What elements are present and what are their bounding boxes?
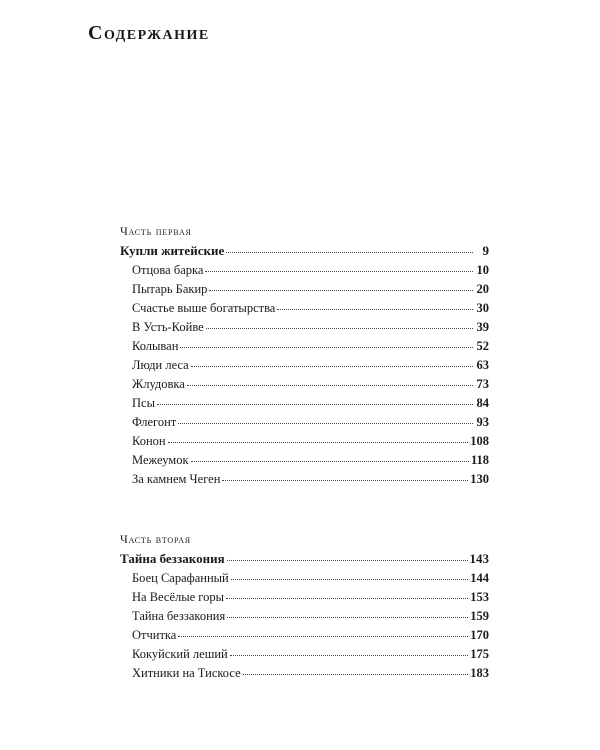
toc-entry-title: Кокуйский леший	[132, 647, 228, 661]
toc-entry-title: За камнем Чеген	[132, 472, 221, 486]
leader-dots	[222, 480, 468, 481]
leader-dots	[178, 423, 473, 424]
toc-part-1	[120, 223, 489, 489]
part-label: Часть первая	[120, 224, 192, 238]
toc-page-number: 143	[469, 551, 489, 566]
toc-entry[interactable]	[120, 626, 489, 645]
toc-page-number: 159	[470, 609, 489, 623]
toc-entry-title: Отцова барка	[132, 263, 204, 277]
toc-page-number: 52	[476, 339, 489, 353]
toc-entry-title: На Весёлые горы	[132, 590, 225, 604]
leader-dots	[178, 636, 468, 637]
leader-dots	[226, 252, 473, 253]
leader-dots	[226, 598, 468, 599]
toc-page-number: 144	[470, 571, 489, 585]
toc-entry[interactable]	[120, 261, 489, 280]
leader-dots	[180, 347, 473, 348]
toc-entry[interactable]	[120, 413, 489, 432]
toc-entry[interactable]	[120, 394, 489, 413]
toc-page-number: 9	[482, 243, 489, 258]
toc-entry[interactable]	[120, 375, 489, 394]
toc-entry[interactable]	[120, 664, 489, 683]
toc-entry-title: Тайна беззакония	[132, 609, 226, 623]
leader-dots	[168, 442, 469, 443]
toc-entry-title: Колыван	[132, 339, 179, 353]
toc-entry[interactable]	[120, 588, 489, 607]
toc-entry[interactable]	[120, 318, 489, 337]
toc-entry-title: Отчитка	[132, 628, 177, 642]
leader-dots	[227, 560, 468, 561]
toc-page-number: 153	[470, 590, 489, 604]
toc-page-number: 93	[476, 415, 489, 429]
leader-dots	[187, 385, 473, 386]
leader-dots	[205, 271, 473, 272]
leader-dots	[209, 290, 473, 291]
toc-part-title: Тайна беззакония	[120, 551, 225, 566]
toc-page-number: 30	[476, 301, 489, 315]
toc-page-number: 63	[476, 358, 489, 372]
toc-entry-title: Флегонт	[132, 415, 177, 429]
leader-dots	[231, 579, 469, 580]
leader-dots	[227, 617, 468, 618]
toc-entry-title: Счастье выше богатырства	[132, 301, 276, 315]
toc-page-number: 170	[470, 628, 489, 642]
toc-entry[interactable]	[120, 645, 489, 664]
leader-dots	[191, 461, 469, 462]
toc-part-2	[120, 531, 489, 683]
leader-dots	[230, 655, 469, 656]
toc-entry-title: Жлудовка	[132, 377, 185, 391]
leader-dots	[243, 674, 469, 675]
toc-entry-title: Пытарь Бакир	[132, 282, 208, 296]
toc-entry-title: Люди леса	[132, 358, 189, 372]
toc-entry[interactable]	[120, 451, 489, 470]
part-label: Часть вторая	[120, 532, 191, 546]
toc-page-number: 183	[470, 666, 489, 680]
toc-page-number: 118	[470, 453, 489, 467]
toc-entry[interactable]	[120, 356, 489, 375]
toc-part-title-row[interactable]	[120, 240, 489, 261]
toc-page-number: 175	[470, 647, 489, 661]
toc-entry-title: В Усть-Койве	[132, 320, 204, 334]
leader-dots	[157, 404, 473, 405]
toc-page-number: 73	[476, 377, 489, 391]
toc-entry[interactable]	[120, 470, 489, 489]
toc-page-number: 130	[470, 472, 489, 486]
toc-entry-title: Псы	[132, 396, 155, 410]
toc-part-title-row[interactable]	[120, 548, 489, 569]
toc-entry[interactable]	[120, 569, 489, 588]
page-title: Содержание	[88, 22, 210, 44]
toc-page-number: 39	[476, 320, 489, 334]
toc-entry[interactable]	[120, 432, 489, 451]
toc-page-number: 108	[470, 434, 489, 448]
toc-entry-title: Межеумок	[132, 453, 189, 467]
toc-page-number: 10	[476, 263, 489, 277]
toc-entry-title: Конон	[132, 434, 166, 448]
toc-entry-title: Боец Сарафанный	[132, 571, 229, 585]
toc-page-number: 20	[476, 282, 489, 296]
toc-page-number: 84	[476, 396, 489, 410]
toc-entry-title: Хитники на Тискосе	[132, 666, 241, 680]
leader-dots	[206, 328, 473, 329]
toc-entry[interactable]	[120, 280, 489, 299]
toc-part-title: Купли житейские	[120, 243, 225, 258]
leader-dots	[191, 366, 473, 367]
leader-dots	[277, 309, 473, 310]
toc-entry[interactable]	[120, 299, 489, 318]
toc-entry[interactable]	[120, 607, 489, 626]
toc-entry[interactable]	[120, 337, 489, 356]
